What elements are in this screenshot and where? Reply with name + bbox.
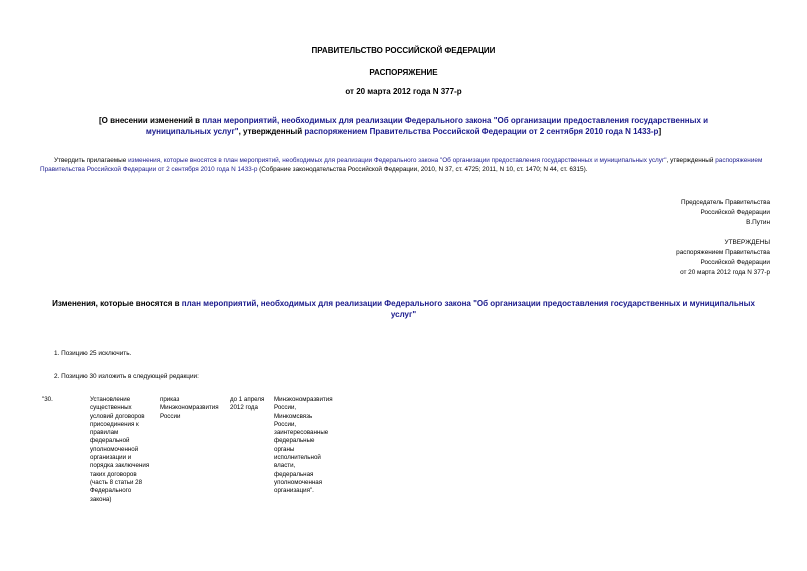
subject-plan-link[interactable]: план мероприятий, необходимых для реализации Федерального закона "Об организации предоставления государственных и муниципальных услуг" [145, 116, 709, 136]
body-middle: , утвержденный [666, 157, 716, 164]
signature-country: Российской Федерации [700, 209, 770, 216]
signature-position: Председатель Правительства [681, 199, 770, 206]
approval-date: от 20 марта 2012 года N 377-р [680, 269, 770, 276]
position-description: Установление существенных условий договоров присоединения к правилам федеральной уполномоченной организации и порядка заключения таких договоров (часть 8 статьи 28 Федерального закона) [90, 396, 150, 503]
position-document: приказ Минэкономразвития России [160, 396, 219, 420]
body-prefix: Утвердить прилагаемые [54, 157, 129, 164]
table-row [42, 396, 336, 504]
approval-block [500, 238, 770, 278]
subject-middle: , утвержденный [238, 127, 305, 136]
approval-title: УТВЕРЖДЕНЫ [724, 239, 770, 246]
subject-suffix: ] [658, 127, 662, 136]
item-1: 1. Позицию 25 исключить. [54, 350, 132, 357]
approval-country: Российской Федерации [700, 259, 770, 266]
changes-title-plan-link[interactable]: план мероприятий, необходимых для реализации Федерального закона "Об организации предоставления государственных и муниципальных услуг" [181, 299, 755, 319]
item-2: 2. Позицию 30 изложить в следующей редакции: [54, 373, 199, 380]
body-order-link[interactable]: распоряжением Правительства Российской Федерации от 2 сентября 2010 года N 1433-р [40, 157, 763, 173]
position-deadline: до 1 апреля 2012 года [230, 396, 265, 412]
document-type: РАСПОРЯЖЕНИЕ [369, 68, 438, 77]
subject-order-link[interactable]: распоряжением Правительства Российской Федерации от 2 сентября 2010 года N 1433-р [304, 127, 659, 136]
changes-title-prefix: Изменения, которые вносятся в [52, 299, 182, 308]
document-subject [95, 115, 712, 137]
position-responsible: Минэкономразвития России, Минкомсвязь России, заинтересованные федеральные органы исполнительной власти, федеральная уполномоченная организация". [274, 396, 333, 495]
signature-block [500, 198, 770, 228]
subject-prefix: [О внесении изменений в [98, 116, 203, 125]
government-title: ПРАВИТЕЛЬСТВО РОССИЙСКОЙ ФЕДЕРАЦИИ [311, 46, 496, 55]
body-changes-link[interactable]: изменения, которые вносятся в план мероприятий, необходимых для реализации Федерального закона "Об организации предоставления государственных и муниципальных услуг" [128, 157, 667, 164]
approval-order: распоряжением Правительства [676, 249, 770, 256]
document-date-number: от 20 марта 2012 года N 377-р [345, 87, 462, 96]
signature-name: В.Путин [746, 219, 770, 226]
position-number: "30. [42, 396, 53, 403]
changes-title [50, 298, 757, 320]
resolution-paragraph [40, 156, 770, 174]
body-suffix: (Собрание законодательства Российской Федерации, 2010, N 37, ст. 4725; 2011, N 10, ст. 1470; N 44, ст. 6315). [257, 166, 588, 173]
position-table [42, 396, 336, 504]
